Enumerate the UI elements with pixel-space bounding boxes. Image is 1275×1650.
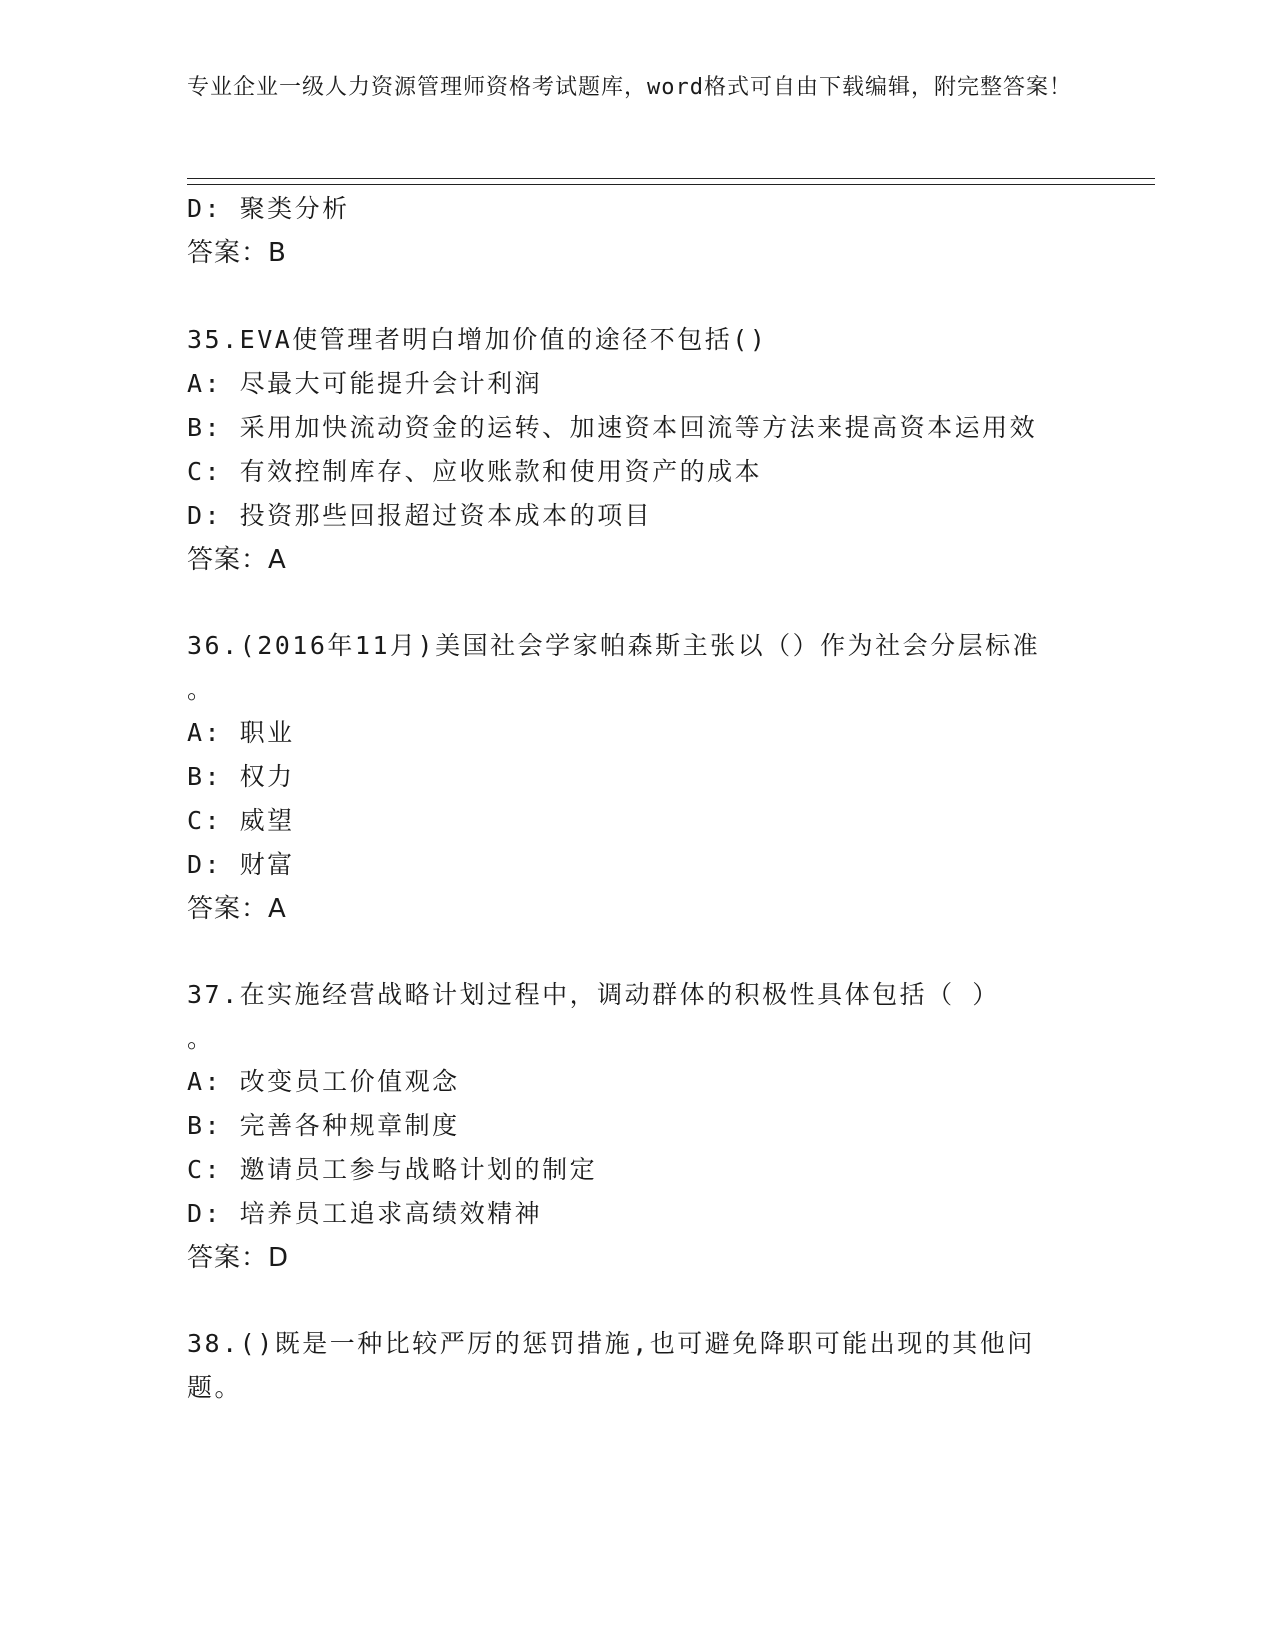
q36-option-b: B: 权力 <box>187 762 295 791</box>
q37-stem-line1: 37.在实施经营战略计划过程中，调动群体的积极性具体包括（ ） <box>187 980 1000 1009</box>
q36-option-d: D: 财富 <box>187 850 295 879</box>
q35-option-c: C: 有效控制库存、应收账款和使用资产的成本 <box>187 457 763 486</box>
q36-option-a: A: 职业 <box>187 718 295 747</box>
q37-option-b: B: 完善各种规章制度 <box>187 1111 460 1140</box>
q38-stem-line2: 题。 <box>187 1373 243 1402</box>
q35-option-b: B: 采用加快流动资金的运转、加速资本回流等方法来提高资本运用效 <box>187 413 1038 442</box>
q37-option-d: D: 培养员工追求高绩效精神 <box>187 1199 543 1228</box>
q36-answer: 答案：A <box>187 894 287 924</box>
q36-stem-line1: 36.(2016年11月)美国社会学家帕森斯主张以（）作为社会分层标准 <box>187 631 1041 660</box>
q34-option-d: D: 聚类分析 <box>187 194 350 223</box>
q37-option-c: C: 邀请员工参与战略计划的制定 <box>187 1155 598 1184</box>
q35-option-a: A: 尽最大可能提升会计利润 <box>187 369 543 398</box>
q37-answer: 答案：D <box>187 1243 290 1273</box>
q35-option-d: D: 投资那些回报超过资本成本的项目 <box>187 501 653 530</box>
q37-option-a: A: 改变员工价值观念 <box>187 1067 460 1096</box>
q38-stem-line1: 38.()既是一种比较严厉的惩罚措施,也可避免降职可能出现的其他问 <box>187 1329 1035 1358</box>
header-divider-top <box>187 178 1155 179</box>
q36-stem-line2: 。 <box>187 675 215 704</box>
q35-stem: 35.EVA使管理者明白增加价值的途径不包括() <box>187 325 768 354</box>
q36-option-c: C: 威望 <box>187 806 295 835</box>
header-divider-bottom <box>187 184 1155 185</box>
page-header-text: 专业企业一级人力资源管理师资格考试题库，word格式可自由下载编辑，附完整答案！ <box>187 75 1072 100</box>
q35-answer: 答案：A <box>187 545 287 575</box>
q37-stem-line2: 。 <box>187 1024 215 1053</box>
q34-answer: 答案：B <box>187 238 287 268</box>
